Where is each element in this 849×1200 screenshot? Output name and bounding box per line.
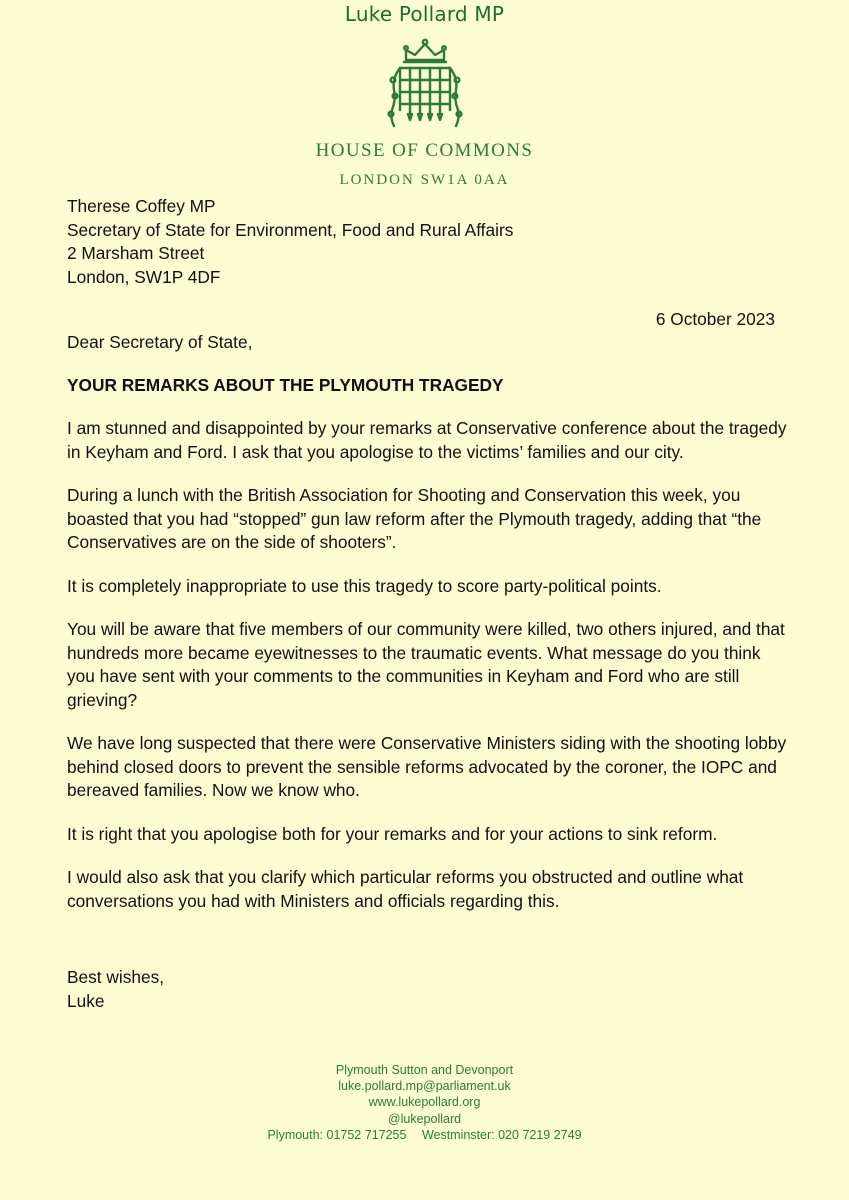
body-paragraph: It is right that you apologise both for your remarks and for your actions to sink reform. bbox=[67, 823, 718, 844]
body-paragraph: I would also ask that you clarify which particular reforms you obstructed and outline what conversations you had with Ministers and officials regarding this. bbox=[67, 867, 744, 911]
institution-address: LONDON SW1A 0AA bbox=[339, 172, 510, 188]
mp-name: Luke Pollard MP bbox=[344, 2, 505, 26]
footer bbox=[0, 1062, 849, 1143]
body-paragraph: You will be aware that five members of our community were killed, two others injured, and that hundreds more became eyewitnesses to the traumatic events. What message do you think you have sent with your comments to the communities in Keyham and Ford who are still grieving? bbox=[67, 619, 785, 710]
letter-body bbox=[67, 417, 787, 933]
signoff bbox=[67, 966, 787, 1013]
body-paragraph: I am stunned and disappointed by your remarks at Conservative conference about the tragedy in Keyham and Ford. I ask that you apologise to the victims’ families and our city. bbox=[67, 418, 787, 462]
institution-name: HOUSE OF COMMONS bbox=[315, 140, 534, 161]
recipient-name: Therese Coffey MP bbox=[67, 196, 216, 216]
footer-phone-westminster: Westminster: 020 7219 2749 bbox=[421, 1127, 582, 1142]
body-paragraph: During a lunch with the British Association for Shooting and Conservation this week, you boasted that you had “stopped” gun law reform after the Plymouth tragedy, adding that “the Conservatives are on the side of shooters”. bbox=[67, 485, 762, 552]
letter-heading: YOUR REMARKS ABOUT THE PLYMOUTH TRAGEDY bbox=[67, 375, 504, 395]
letter-date: 6 October 2023 bbox=[655, 309, 775, 329]
recipient-city: London, SW1P 4DF bbox=[67, 266, 221, 287]
signature: Luke bbox=[67, 990, 105, 1011]
portcullis-icon bbox=[384, 38, 466, 134]
closing: Best wishes, bbox=[67, 967, 165, 987]
footer-social[interactable]: @lukepollard bbox=[387, 1111, 462, 1126]
footer-constituency: Plymouth Sutton and Devonport bbox=[335, 1063, 514, 1077]
footer-phones bbox=[0, 1127, 849, 1143]
body-paragraph: It is completely inappropriate to use this tragedy to score party-political points. bbox=[67, 575, 662, 596]
footer-website[interactable]: www.lukepollard.org bbox=[368, 1095, 481, 1110]
recipient-block bbox=[67, 195, 787, 289]
recipient-title: Secretary of State for Environment, Food and Rural Affairs bbox=[67, 219, 514, 240]
recipient-street: 2 Marsham Street bbox=[67, 243, 205, 263]
salutation: Dear Secretary of State, bbox=[67, 332, 253, 352]
footer-phone-plymouth: Plymouth: 01752 717255 bbox=[267, 1127, 407, 1142]
footer-email[interactable]: luke.pollard.mp@parliament.uk bbox=[338, 1079, 511, 1094]
body-paragraph: We have long suspected that there were Conservative Ministers siding with the shooting lobby behind closed doors to prevent the sensible reforms advocated by the coroner, the IOPC and bereaved families. Now we know who. bbox=[67, 733, 787, 800]
